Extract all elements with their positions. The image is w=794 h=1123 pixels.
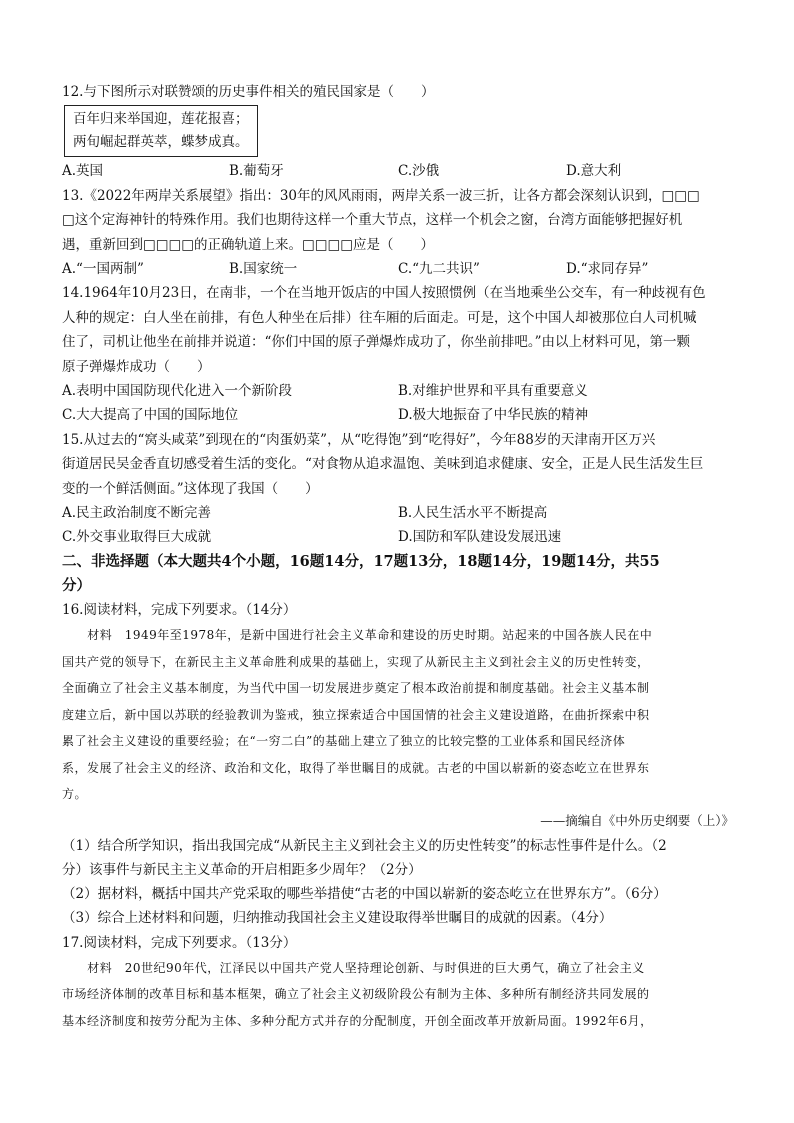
material-source: ——摘编自《中外历史纲要（上）》 bbox=[540, 812, 734, 828]
material-line: 市场经济体制的改革目标和基本框架，确立了社会主义初级阶段公有制为主体、多种所有制经济共同发展的 bbox=[62, 987, 650, 1002]
option-b[interactable]: B.人民生活水平不断提高 bbox=[398, 505, 548, 522]
question-15 bbox=[62, 428, 734, 550]
question-13 bbox=[62, 184, 734, 282]
sub-question-line: （1）结合所学知识，指出我国完成“从新民主主义到社会主义的历史性转变”的标志性事件是什么。（2 bbox=[62, 837, 667, 854]
question-13-line: 遇，重新回到□□□□的正确轨道上来。□□□□应是（ ） bbox=[62, 236, 435, 253]
material-line: 国共产党的领导下，在新民主主义革命胜利成果的基础上，实现了从新民主主义到社会主义的历史性转变， bbox=[62, 654, 650, 669]
option-d[interactable]: D.国防和军队建设发展迅速 bbox=[398, 529, 562, 546]
option-c[interactable]: C.“九二共识” bbox=[398, 261, 480, 278]
option-a[interactable]: A.表明中国国防现代化进入一个新阶段 bbox=[62, 383, 293, 400]
option-b[interactable]: B.对维护世界和平具有重要意义 bbox=[398, 383, 588, 400]
couplet-line-2: 两旬崛起群英萃，蝶梦成真。 bbox=[73, 134, 249, 151]
question-15-options-row-1 bbox=[62, 501, 734, 525]
question-12-stem: 12.与下图所示对联赞颂的历史事件相关的殖民国家是（ ） bbox=[62, 84, 435, 100]
material-line: 系，发展了社会主义的经济、政治和文化，取得了举世瞩目的成就。古老的中国以崭新的姿态屹立在世界东 bbox=[62, 760, 650, 775]
sub-question-line: 分）该事件与新民主主义革命的开启相距多少周年？（2分） bbox=[62, 861, 422, 878]
question-14-options-row-2 bbox=[62, 403, 734, 427]
sub-question-line: （2）据材料，概括中国共产党采取的哪些举措使“古老的中国以崭新的姿态屹立在世界东方”。（6分） bbox=[62, 886, 667, 903]
question-16-stem: 16.阅读材料，完成下列要求。（14分） bbox=[62, 601, 297, 618]
material-line: 材料 1949年至1978年，是新中国进行社会主义革命和建设的历史时期。站起来的中国各族人民在中 bbox=[87, 628, 653, 643]
question-17-stem: 17.阅读材料，完成下列要求。（13分） bbox=[62, 934, 297, 951]
question-14-line: 原子弹爆炸成功（ ） bbox=[62, 358, 211, 375]
option-c[interactable]: C.大大提高了中国的国际地位 bbox=[62, 407, 239, 424]
question-13-line: □这个定海神针的特殊作用。我们也期待这样一个重大节点，这样一个机会之窗，台湾方面能够把握好机 bbox=[62, 212, 683, 229]
question-15-options-row-2 bbox=[62, 525, 734, 549]
question-13-line: 13.《2022年两岸关系展望》指出：30年的风风雨雨，两岸关系一波三折，让各方都会深刻认识到，□□□ bbox=[62, 187, 700, 204]
sub-question-line: （3）综合上述材料和问题，归纳推动我国社会主义建设取得举世瞩目的成就的因素。（4分） bbox=[62, 910, 613, 927]
question-16-material bbox=[62, 622, 734, 808]
question-12 bbox=[62, 80, 734, 184]
option-a[interactable]: A.“一国两制” bbox=[62, 261, 144, 278]
option-c[interactable]: C.沙俄 bbox=[398, 163, 440, 180]
option-d[interactable]: D.极大地振奋了中华民族的精神 bbox=[398, 407, 589, 424]
question-15-line: 街道居民吴金香直切感受着生活的变化。“对食物从追求温饱、美味到追求健康、安全，正是人民生活发生巨 bbox=[62, 456, 704, 473]
question-12-options bbox=[62, 159, 734, 183]
question-16 bbox=[62, 598, 734, 931]
question-15-line: 15.从过去的“窝头咸菜”到现在的“肉蛋奶菜”，从“吃得饱”到“吃得好”，今年88岁的天津南开区万兴 bbox=[62, 431, 656, 448]
section-heading-line: 分） bbox=[62, 576, 91, 594]
section-heading bbox=[62, 550, 734, 598]
option-a[interactable]: A.英国 bbox=[62, 163, 104, 180]
question-17-material bbox=[62, 955, 734, 1035]
question-14-line: 住了，司机让他坐在前排并说道：“你们中国的原子弹爆炸成功了，你坐前排吧。”由以上材料可见，第一颗 bbox=[62, 334, 691, 351]
option-d[interactable]: D.意大利 bbox=[566, 163, 622, 180]
option-b[interactable]: B.葡萄牙 bbox=[229, 163, 284, 180]
material-line: 基本经济制度和按劳分配为主体、多种分配方式并存的分配制度，开创全面改革开放新局面。1992年6月， bbox=[62, 1013, 653, 1028]
section-heading-line: 二、非选择题（本大题共4个小题，16题14分，17题13分，18题14分，19题14分，共55 bbox=[62, 552, 660, 570]
question-14-options-row-1 bbox=[62, 379, 734, 403]
material-line: 方。 bbox=[62, 787, 88, 802]
question-15-line: 变的一个鲜活侧面。”这体现了我国（ ） bbox=[62, 480, 319, 497]
material-line: 全面确立了社会主义基本制度，为当代中国一切发展进步奠定了根本政治前提和制度基础。社会主义基本制 bbox=[62, 681, 650, 696]
option-d[interactable]: D.“求同存异” bbox=[566, 261, 649, 278]
couplet-box bbox=[64, 105, 258, 157]
option-a[interactable]: A.民主政治制度不断完善 bbox=[62, 505, 212, 522]
question-17 bbox=[62, 931, 734, 1035]
question-14-line: 14.1964年10月23日，在南非，一个在当地开饭店的中国人按照惯例（在当地乘坐公交车，有一种歧视有色 bbox=[62, 285, 706, 302]
option-b[interactable]: B.国家统一 bbox=[229, 261, 298, 278]
exam-page bbox=[62, 80, 734, 1034]
question-14-line: 人种的规定：白人坐在前排，有色人种坐在后排）往车厢的后面走。可是，这个中国人却被那位白人司机喊 bbox=[62, 309, 697, 326]
question-14 bbox=[62, 281, 734, 427]
material-line: 材料 20世纪90年代，江泽民以中国共产党人坚持理论创新、与时俱进的巨大勇气，确立了社会主义 bbox=[87, 960, 645, 975]
material-line: 度建立后，新中国以苏联的经验教训为鉴戒，独立探索适合中国国情的社会主义建设道路，在曲折探索中积 bbox=[62, 707, 650, 722]
material-line: 累了社会主义建设的重要经验；在“一穷二白”的基础上建立了独立的比较完整的工业体系和国民经济体 bbox=[62, 734, 626, 749]
option-c[interactable]: C.外交事业取得巨大成就 bbox=[62, 529, 212, 546]
couplet-line-1: 百年归来举国迎，莲花报喜； bbox=[73, 111, 249, 128]
question-13-options bbox=[62, 257, 734, 281]
